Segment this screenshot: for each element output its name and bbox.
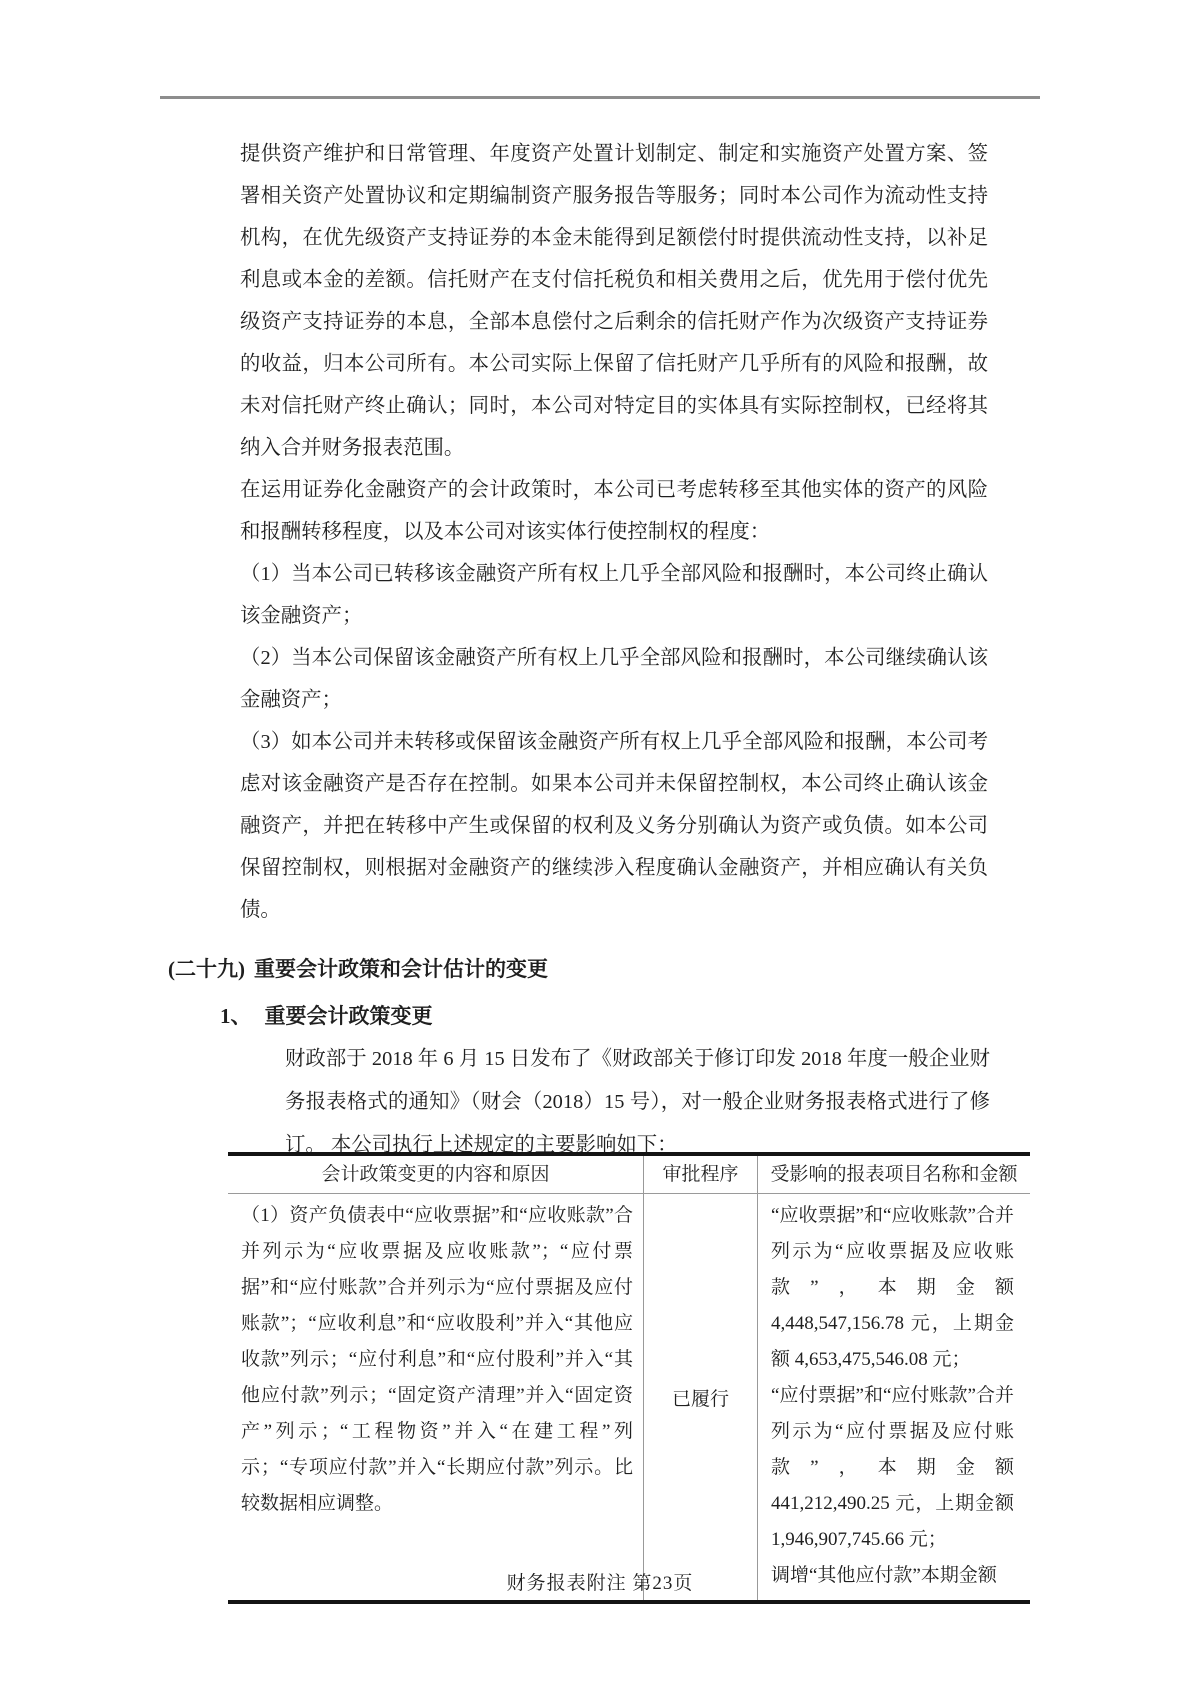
subsection-title: 重要会计政策变更 xyxy=(264,1004,433,1028)
table-header-row xyxy=(228,1156,1030,1194)
header-rule xyxy=(160,96,1040,99)
body-text-block xyxy=(240,133,988,931)
approval-status-text: 已履行 xyxy=(671,1388,729,1410)
header-approval-procedure: 审批程序 xyxy=(643,1156,757,1193)
intro-paragraph: 财政部于 2018 年 6 月 15 日发布了《财政部关于修订印发 2018 年度一般企业财务报表格式的通知》（财会（2018）15 号），对一般企业财务报表格式进行了修订。 本公司执行上述规定的主要影响如下： xyxy=(285,1048,990,1156)
change-content-text: （1）资产负债表中“应收票据”和“应收账款”合并列示为“应收票据及应收账款”；“应付票据”和“应付账款”合并列示为“应付票据及应付账款”；“应收利息”和“应收股利”并入“其他应收款”列示；“应付利息”和“应付股利”并入“其他应付款”列示；“固定资产清理”并入“固定资产”列示；“工程物资”并入“在建工程”列示；“专项应付款”并入“长期应付款”列示。比较数据相应调整。 xyxy=(241,1205,633,1514)
impact-item: “应付票据”和“应付账款”合并列示为“应付票据及应付账款”，本期金额 441,212,490.25 元，上期金额 1,946,907,745.66 元； xyxy=(771,1385,1014,1550)
cell-approval-status xyxy=(643,1194,757,1600)
paragraph: 提供资产维护和日常管理、年度资产处置计划制定、制定和实施资产处置方案、签署相关资产处置协议和定期编制资产服务报告等服务；同时本公司作为流动性支持机构，在优先级资产支持证券的本金未能得到足额偿付时提供流动性支持，以补足利息或本金的差额。信托财产在支付信托税负和相关费用之后，优先用于偿付优先级资产支持证券的本息，全部本息偿付之后剩余的信托财产作为次级资产支持证券的收益，归本公司所有。本公司实际上保留了信托财产几乎所有的风险和报酬，故未对信托财产终止确认；同时，本公司对特定目的实体具有实际控制权，已经将其纳入合并财务报表范围。 xyxy=(240,143,988,459)
header-change-content: 会计政策变更的内容和原因 xyxy=(321,1164,550,1185)
paragraph: （3）如本公司并未转移或保留该金融资产所有权上几乎全部风险和报酬，本公司考虑对该金融资产是否存在控制。如果本公司并未保留控制权，本公司终止确认该金融资产，并把在转移中产生或保留的权利及义务分别确认为资产或负债。如本公司保留控制权，则根据对金融资产的继续涉入程度确认金融资产，并相应确认有关负债。 xyxy=(240,731,988,921)
table-row xyxy=(228,1194,1030,1600)
section-number: (二十九) xyxy=(168,957,245,981)
header-affected-items: 受影响的报表项目名称和金额 xyxy=(757,1156,1030,1193)
impact-item: “应收票据”和“应收账款”合并列示为“应收票据及应收账款”，本期金额 4,448,547,156.78 元，上期金额 4,653,475,546.08 元； xyxy=(771,1205,1014,1370)
paragraph: （2）当本公司保留该金融资产所有权上几乎全部风险和报酬时，本公司继续确认该金融资产； xyxy=(240,647,988,711)
cell-impact xyxy=(757,1194,1030,1600)
paragraph: （1）当本公司已转移该金融资产所有权上几乎全部风险和报酬时，本公司终止确认该金融资产； xyxy=(240,563,988,627)
section-title: 重要会计政策和会计估计的变更 xyxy=(254,957,548,981)
paragraph: 在运用证券化金融资产的会计政策时，本公司已考虑转移至其他实体的资产的风险和报酬转移程度，以及本公司对该实体行使控制权的程度： xyxy=(240,479,988,543)
subsection-heading xyxy=(220,1000,433,1030)
subsection-number: 1、 xyxy=(220,1004,252,1028)
cell-change-content xyxy=(228,1194,643,1600)
page-footer: 财务报表附注 第23页 xyxy=(506,1573,694,1594)
impact-item: 调增“其他应付款”本期金额 xyxy=(771,1565,997,1586)
accounting-policy-change-table xyxy=(228,1152,1030,1604)
section-heading xyxy=(168,953,548,983)
